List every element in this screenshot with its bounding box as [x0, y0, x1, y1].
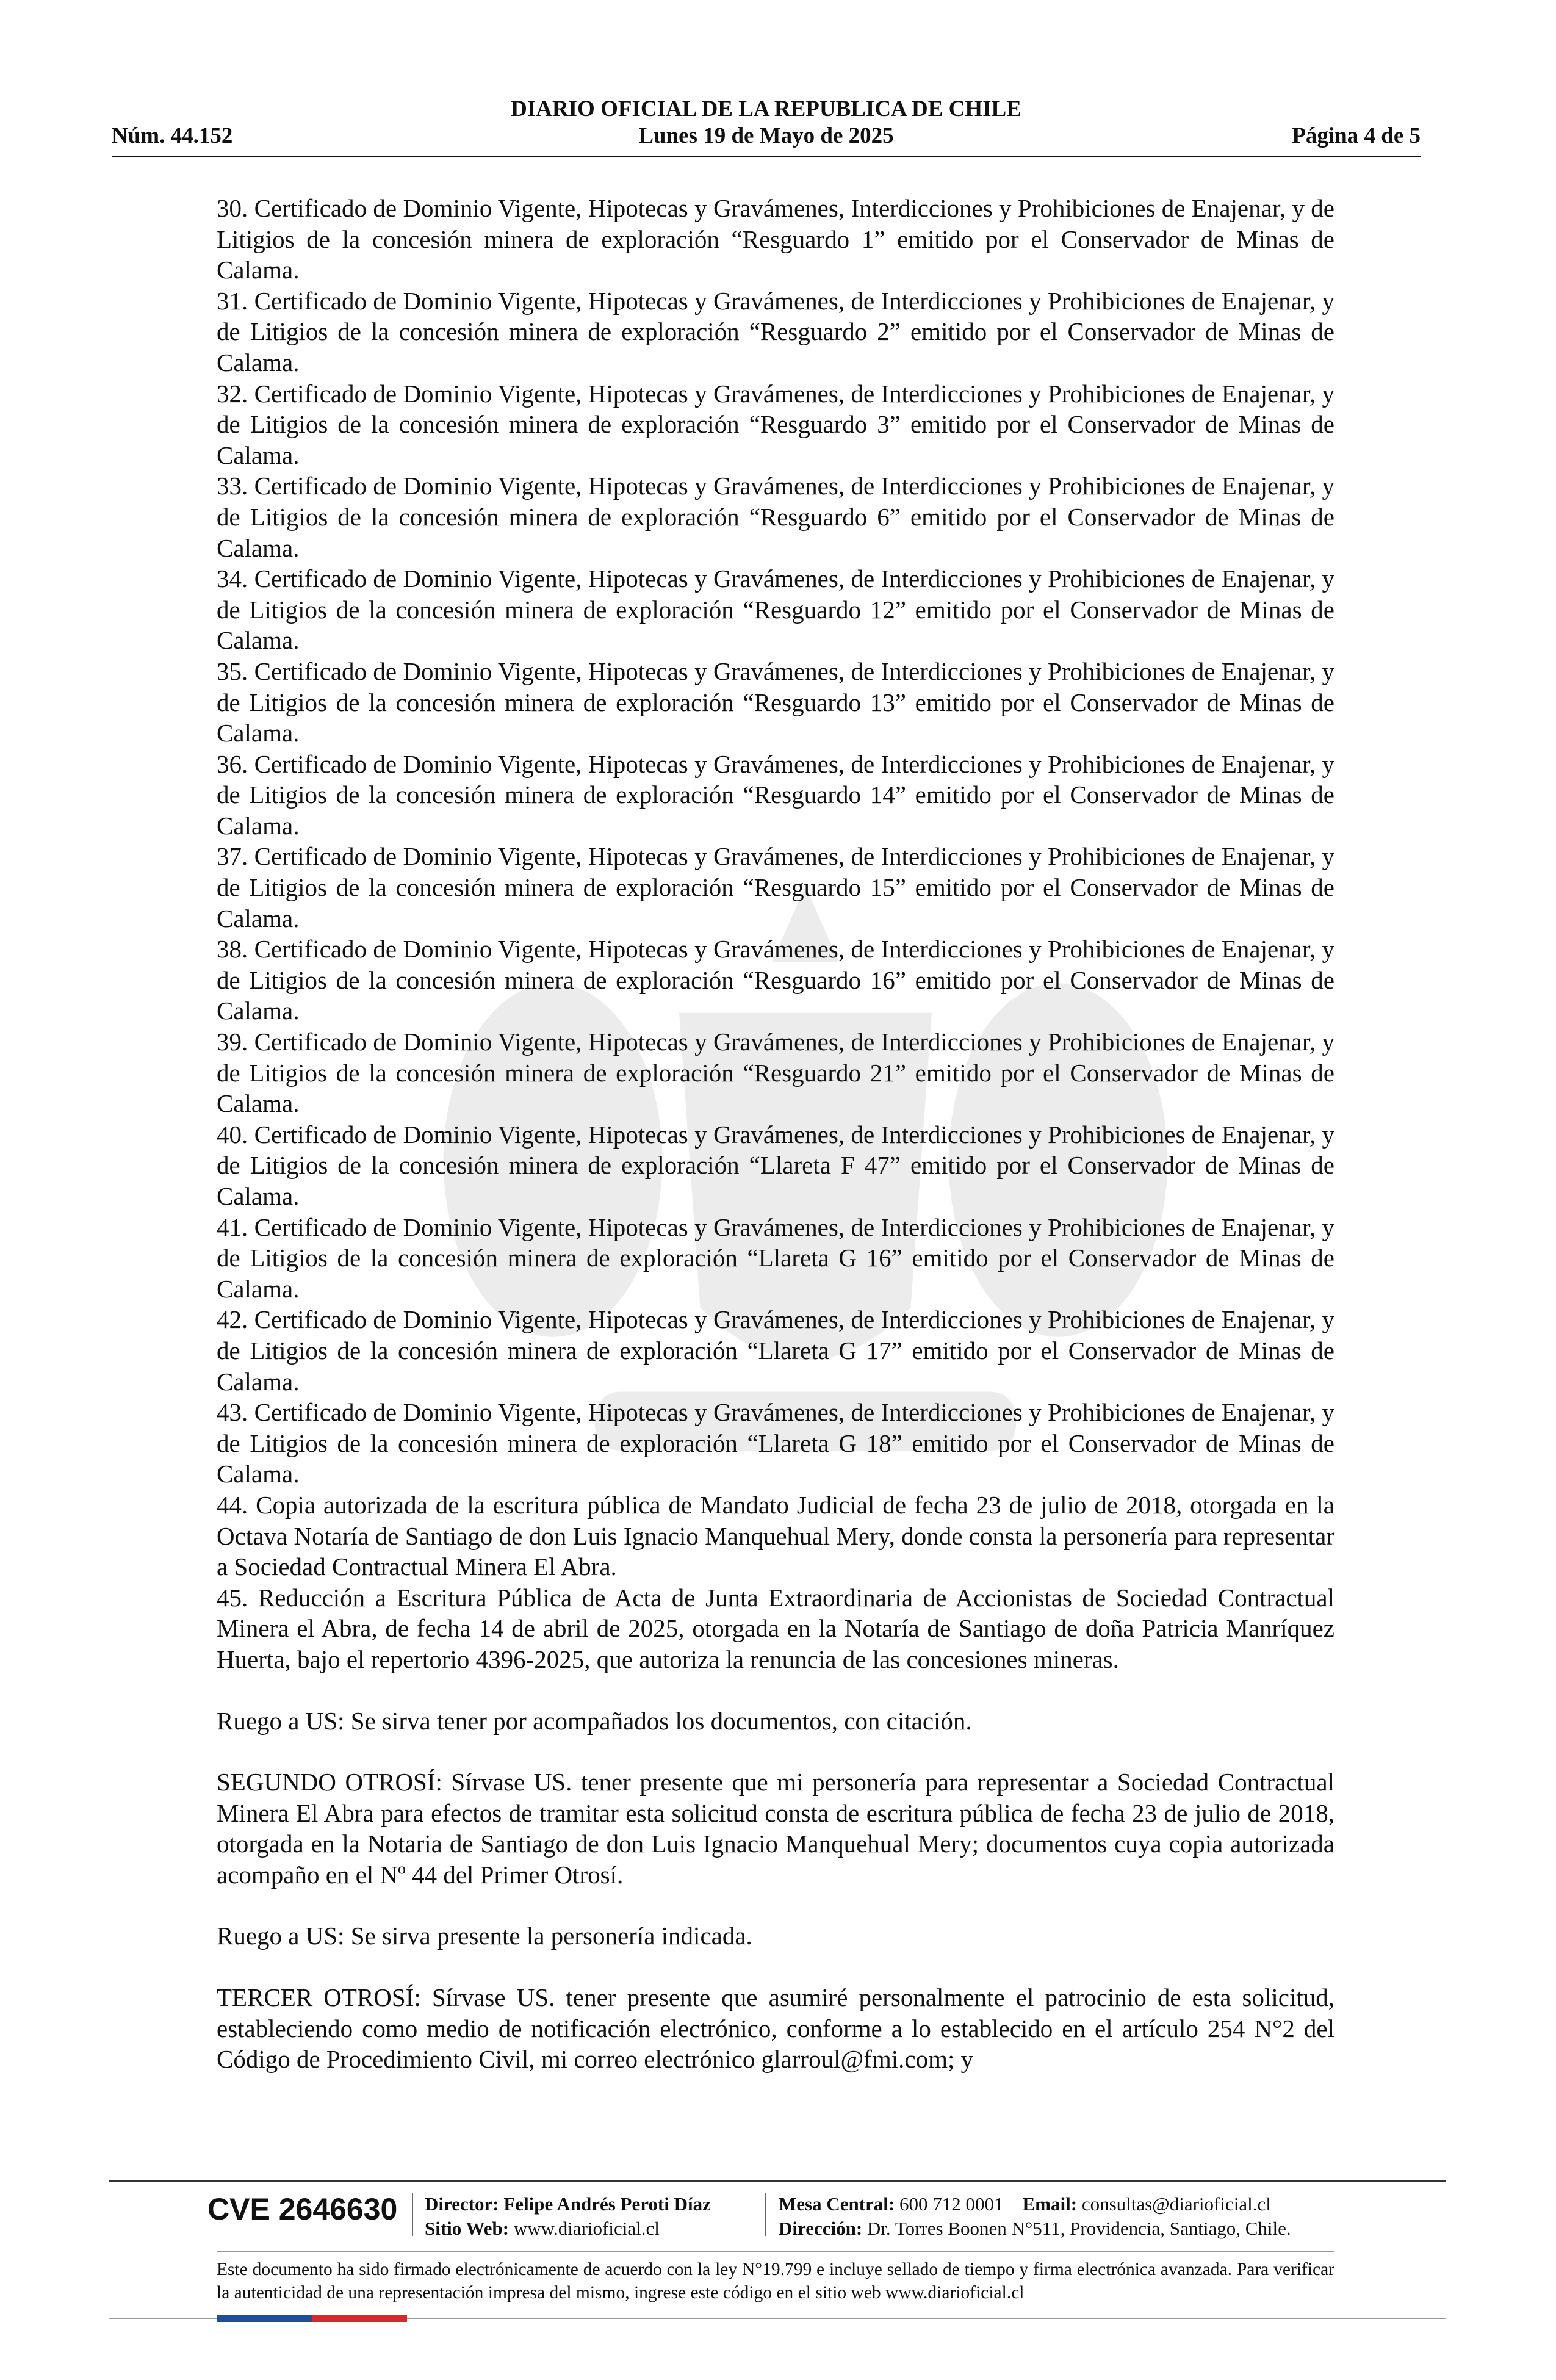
footer-info-right [779, 2192, 1291, 2241]
ruego-paragraph: Ruego a US: Se sirva presente la personería indicada. [217, 1922, 752, 1950]
address-label: Dirección: [779, 2218, 863, 2239]
page-number: Página 4 de 5 [1292, 123, 1421, 148]
document-body [217, 193, 1334, 2075]
list-item: 34. Certificado de Dominio Vigente, Hipotecas y Gravámenes, de Interdicciones y Prohibiciones de Enajenar, y de Litigios de la concesión minera de exploración “Resguardo 12” emitido por el Conservador de Minas de Calama. [217, 564, 1334, 655]
email-link[interactable]: consultas@diarioficial.cl [1081, 2193, 1271, 2215]
phone-label: Mesa Central: [779, 2193, 895, 2215]
footer-divider [109, 2180, 1446, 2182]
list-item: 39. Certificado de Dominio Vigente, Hipotecas y Gravámenes, de Interdicciones y Prohibiciones de Enajenar, y de Litigios de la concesión minera de exploración “Resguardo 21” emitido por el Conservador de Minas de Calama. [217, 1028, 1334, 1118]
website-link[interactable]: www.diarioficial.cl [513, 2218, 660, 2239]
legal-notice [217, 2258, 1334, 2304]
header-divider [112, 156, 1421, 157]
cve-code: CVE 2646630 [207, 2192, 398, 2226]
list-item: 41. Certificado de Dominio Vigente, Hipotecas y Gravámenes, de Interdicciones y Prohibiciones de Enajenar, y de Litigios de la concesión minera de exploración “Llareta G 16” emitido por el Conservador de Minas de Calama. [217, 1213, 1334, 1303]
phone-number: 600 712 0001 [899, 2193, 1004, 2215]
blue-bar-segment [217, 2315, 312, 2322]
list-item: 35. Certificado de Dominio Vigente, Hipotecas y Gravámenes, de Interdicciones y Prohibiciones de Enajenar, y de Litigios de la concesión minera de exploración “Resguardo 13” emitido por el Conservador de Minas de Calama. [217, 657, 1334, 748]
footer-separator [412, 2193, 413, 2236]
list-item: 31. Certificado de Dominio Vigente, Hipotecas y Gravámenes, de Interdicciones y Prohibiciones de Enajenar, y de Litigios de la concesión minera de exploración “Resguardo 2” emitido por el Conservador de Minas de Calama. [217, 286, 1334, 377]
ruego-paragraph: Ruego a US: Se sirva tener por acompañados los documentos, con citación. [217, 1706, 972, 1735]
list-item: 37. Certificado de Dominio Vigente, Hipotecas y Gravámenes, de Interdicciones y Prohibiciones de Enajenar, y de Litigios de la concesión minera de exploración “Resguardo 15” emitido por el Conservador de Minas de Calama. [217, 842, 1334, 932]
flag-color-bar [217, 2315, 407, 2322]
tercer-otrosi-paragraph: TERCER OTROSÍ: Sírvase US. tener presente que asumiré personalmente el patrocinio de esta solicitud, estableciendo como medio de notificación electrónico, conforme a lo establecido en el artículo 254 N°2 del Código de Procedimiento Civil, mi correo electrónico glarroul@fmi.com; y [217, 1983, 1334, 2074]
list-item: 32. Certificado de Dominio Vigente, Hipotecas y Gravámenes, de Interdicciones y Prohibiciones de Enajenar, y de Litigios de la concesión minera de exploración “Resguardo 3” emitido por el Conservador de Minas de Calama. [217, 379, 1334, 469]
segundo-otrosi-paragraph: SEGUNDO OTROSÍ: Sírvase US. tener presente que mi personería para representar a Sociedad Contractual Minera El Abra para efectos de tramitar esta solicitud consta de escritura pública de fecha 23 de julio de 2018, otorgada en la Notaria de Santiago de don Luis Ignacio Manquehual Mery; documentos cuya copia autorizada acompaño en el Nº 44 del Primer Otrosí. [217, 1768, 1334, 1889]
website-label: Sitio Web: [425, 2218, 510, 2239]
footer-divider [217, 2251, 1334, 2252]
page-header [112, 90, 1421, 159]
red-bar-segment [312, 2315, 407, 2322]
list-item: 43. Certificado de Dominio Vigente, Hipotecas y Gravámenes, de Interdicciones y Prohibiciones de Enajenar, y de Litigios de la concesión minera de exploración “Llareta G 18” emitido por el Conservador de Minas de Calama. [217, 1398, 1334, 1488]
list-item: 45. Reducción a Escritura Pública de Acta de Junta Extraordinaria de Accionistas de Sociedad Contractual Minera el Abra, de fecha 14 de abril de 2025, otorgada en la Notaría de Santiago de doña Patricia Manríquez Huerta, bajo el repertorio 4396-2025, que autoriza la renuncia de las concesiones mineras. [217, 1583, 1334, 1673]
list-item: 44. Copia autorizada de la escritura pública de Mandato Judicial de fecha 23 de julio de 2018, otorgada en la Octava Notaría de Santiago de don Luis Ignacio Manquehual Mery, donde consta la personería para representar a Sociedad Contractual Minera El Abra. [217, 1490, 1334, 1581]
list-item: 33. Certificado de Dominio Vigente, Hipotecas y Gravámenes, de Interdicciones y Prohibiciones de Enajenar, y de Litigios de la concesión minera de exploración “Resguardo 6” emitido por el Conservador de Minas de Calama. [217, 472, 1334, 562]
issue-number: Núm. 44.152 [112, 123, 233, 148]
director-label: Director: [425, 2193, 499, 2215]
footer-info-left [425, 2192, 711, 2241]
director-name: Felipe Andrés Peroti Díaz [503, 2193, 711, 2215]
address-value: Dr. Torres Boonen N°511, Providencia, Santiago, Chile. [866, 2218, 1291, 2239]
list-item: 38. Certificado de Dominio Vigente, Hipotecas y Gravámenes, de Interdicciones y Prohibiciones de Enajenar, y de Litigios de la concesión minera de exploración “Resguardo 16” emitido por el Conservador de Minas de Calama. [217, 935, 1334, 1025]
list-item: 42. Certificado de Dominio Vigente, Hipotecas y Gravámenes, de Interdicciones y Prohibiciones de Enajenar, y de Litigios de la concesión minera de exploración “Llareta G 17” emitido por el Conservador de Minas de Calama. [217, 1305, 1334, 1396]
email-label: Email: [1022, 2193, 1078, 2215]
issue-date: Lunes 19 de Mayo de 2025 [638, 123, 894, 148]
list-item: 30. Certificado de Dominio Vigente, Hipotecas y Gravámenes, Interdicciones y Prohibiciones de Enajenar, y de Litigios de la concesión minera de exploración “Resguardo 1” emitido por el Conservador de Minas de Calama. [217, 194, 1334, 284]
legal-notice-text: Este documento ha sido firmado electrónicamente de acuerdo con la ley N°19.799 e incluye sellado de tiempo y firma electrónica avanzada. Para verificar la autenticidad de una representación impresa del mismo, ingrese este código en el sitio web www.diarioficial.cl [217, 2260, 1334, 2302]
newspaper-title: DIARIO OFICIAL DE LA REPUBLICA DE CHILE [511, 96, 1021, 121]
list-item: 40. Certificado de Dominio Vigente, Hipotecas y Gravámenes, de Interdicciones y Prohibiciones de Enajenar, y de Litigios de la concesión minera de exploración “Llareta F 47” emitido por el Conservador de Minas de Calama. [217, 1120, 1334, 1210]
footer-separator [765, 2193, 766, 2236]
list-item: 36. Certificado de Dominio Vigente, Hipotecas y Gravámenes, de Interdicciones y Prohibiciones de Enajenar, y de Litigios de la concesión minera de exploración “Resguardo 14” emitido por el Conservador de Minas de Calama. [217, 749, 1334, 840]
